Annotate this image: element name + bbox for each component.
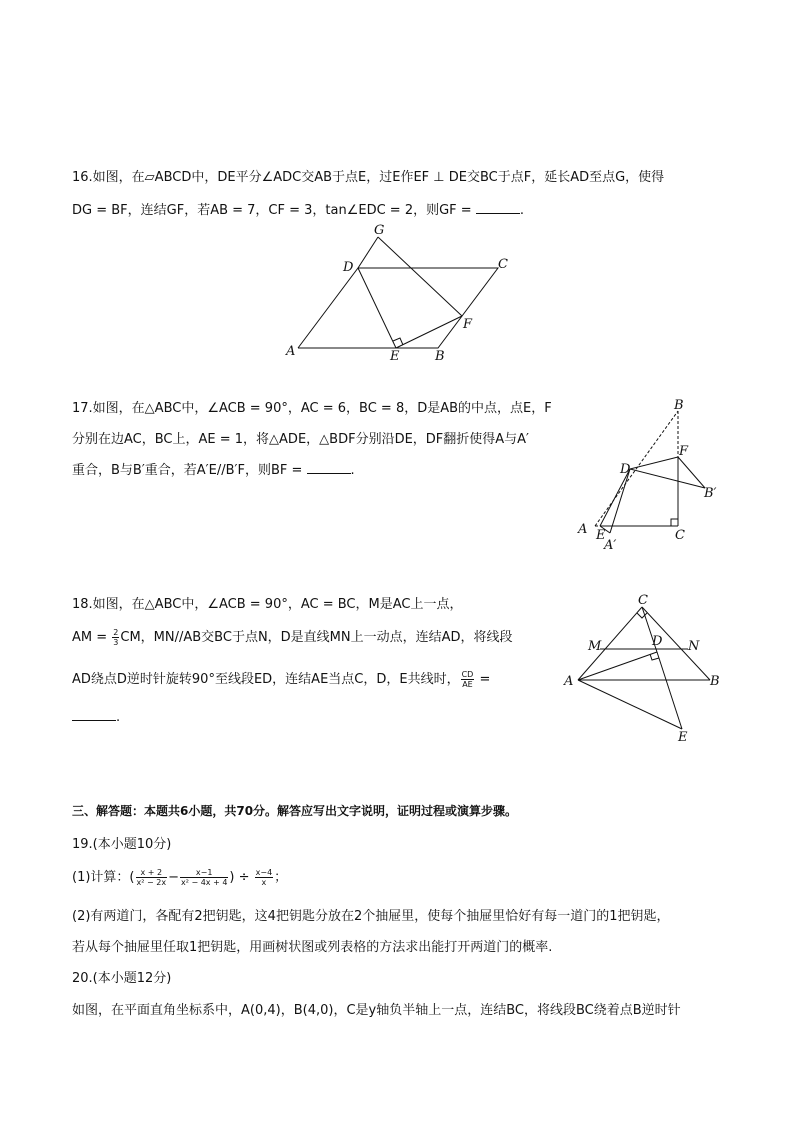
label-e: E xyxy=(390,349,400,364)
label-c: C xyxy=(498,257,508,272)
fraction: $\frac{CD}{AE}$ xyxy=(461,670,474,689)
q19-title: 19.(本小题10分) xyxy=(72,837,172,852)
label-a: A xyxy=(286,344,296,359)
q19-part2-line1: (2)有两道门，各配有2把钥匙，这4把钥匙分放在2个抽屉里，使每个抽屉里恰好有每一道门的1把钥匙， xyxy=(72,909,670,924)
label-d: D xyxy=(620,462,631,477)
label-e: E xyxy=(678,730,688,745)
label-d: D xyxy=(652,634,663,649)
q18-line4: . xyxy=(72,708,120,725)
segment-db2 xyxy=(630,469,705,488)
q18-line3: AD绕点D逆时针旋转90°至线段ED，连结AE当点C，D，E共线时， $\frac{CD}{AE}$ = xyxy=(72,670,491,689)
segment-df xyxy=(630,457,678,469)
label-b: B xyxy=(435,349,445,364)
q17-line2: 分别在边AC，BC上，AE = 1，将△ADE，△BDF分别沿DE，DF翻折使得A与A′ xyxy=(72,432,530,447)
label-g: G xyxy=(374,223,385,238)
segment-ae xyxy=(578,680,682,729)
q18-line2: AM = $\frac{2}{3}$ CM，MN//AB交BC于点N，D是直线MN上一动点，连结AD，将线段 xyxy=(72,628,513,647)
segment-ef xyxy=(396,316,462,348)
parallelogram xyxy=(298,268,498,348)
label-d: D xyxy=(343,260,354,275)
answer-blank xyxy=(476,201,520,214)
q16-line2: DG = BF，连结GF，若AB = 7，CF = 3，tan∠EDC = 2，则GF = . xyxy=(72,203,524,218)
label-b-prime: B′ xyxy=(704,486,717,501)
label-c: C xyxy=(638,593,648,608)
section-heading: 三、解答题：本题共6小题，共70分。解答应写出文字说明，证明过程或演算步骤。 xyxy=(72,804,518,818)
q20-line1: 如图，在平面直角坐标系中，A(0,4)，B(4,0)，C是y轴负半轴上一点，连结BC，将线段BC绕着点B逆时针 xyxy=(72,1003,681,1018)
q16-figure xyxy=(280,220,520,365)
label-f: F xyxy=(679,444,689,459)
label-a: A xyxy=(578,522,588,537)
fraction: $\frac{x + 2}{\text{x² − 2x}}$ xyxy=(136,868,167,887)
label-b: B xyxy=(674,398,684,413)
answer-blank xyxy=(72,708,116,721)
segment-fb2 xyxy=(678,457,705,488)
label-n: N xyxy=(688,639,700,654)
label-a-prime: A′ xyxy=(604,538,617,553)
label-c: C xyxy=(675,528,685,543)
q19-part2-line2: 若从每个抽屉里任取1把钥匙，用画树状图或列表格的方法求出能打开两道门的概率. xyxy=(72,940,553,955)
q17-line3: 重合，B与B′重合，若A′E//B′F，则BF = . xyxy=(72,463,355,478)
q17-line1: 17.如图，在△ABC中，∠ACB = 90°，AC = 6，BC = 8，D是AB的中点，点E，F xyxy=(72,401,552,416)
q20-title: 20.(本小题12分) xyxy=(72,971,172,986)
q16-line1: 16.如图，在▱ABCD中，DE平分∠ADC交AB于点E，过E作EF ⊥ DE交BC于点F，延长AD至点G，使得 xyxy=(72,170,665,185)
fraction: $\frac{x-4}{x}$ xyxy=(255,868,273,887)
label-e: E xyxy=(596,528,606,543)
label-a: A xyxy=(564,674,574,689)
fraction: $\frac{2}{3}$ xyxy=(113,628,119,647)
q18-figure xyxy=(560,593,730,748)
answer-blank xyxy=(307,461,351,474)
fraction: $\frac{x-1}{\text{x² − 4x + 4}}$ xyxy=(180,868,228,887)
q19-part1: (1)计算：( $\frac{x + 2}{\text{x² − 2x}}$ − $\frac{x-1}{\text{x² − 4x + 4}}$ ) ÷ $\frac{x-4}{x}$ ； xyxy=(72,868,288,887)
label-m: M xyxy=(588,639,602,654)
q18-line1: 18.如图，在△ABC中，∠ACB = 90°，AC = BC，M是AC上一点， xyxy=(72,597,463,612)
segment-gf xyxy=(378,237,462,316)
q17-figure xyxy=(570,395,730,555)
label-f: F xyxy=(463,317,473,332)
right-angle-mark xyxy=(671,519,678,526)
label-b: B xyxy=(710,674,720,689)
segment-dg xyxy=(358,237,378,268)
segment-ab-dashed xyxy=(595,411,678,526)
segment-de xyxy=(358,268,396,348)
segment-de xyxy=(657,652,682,729)
